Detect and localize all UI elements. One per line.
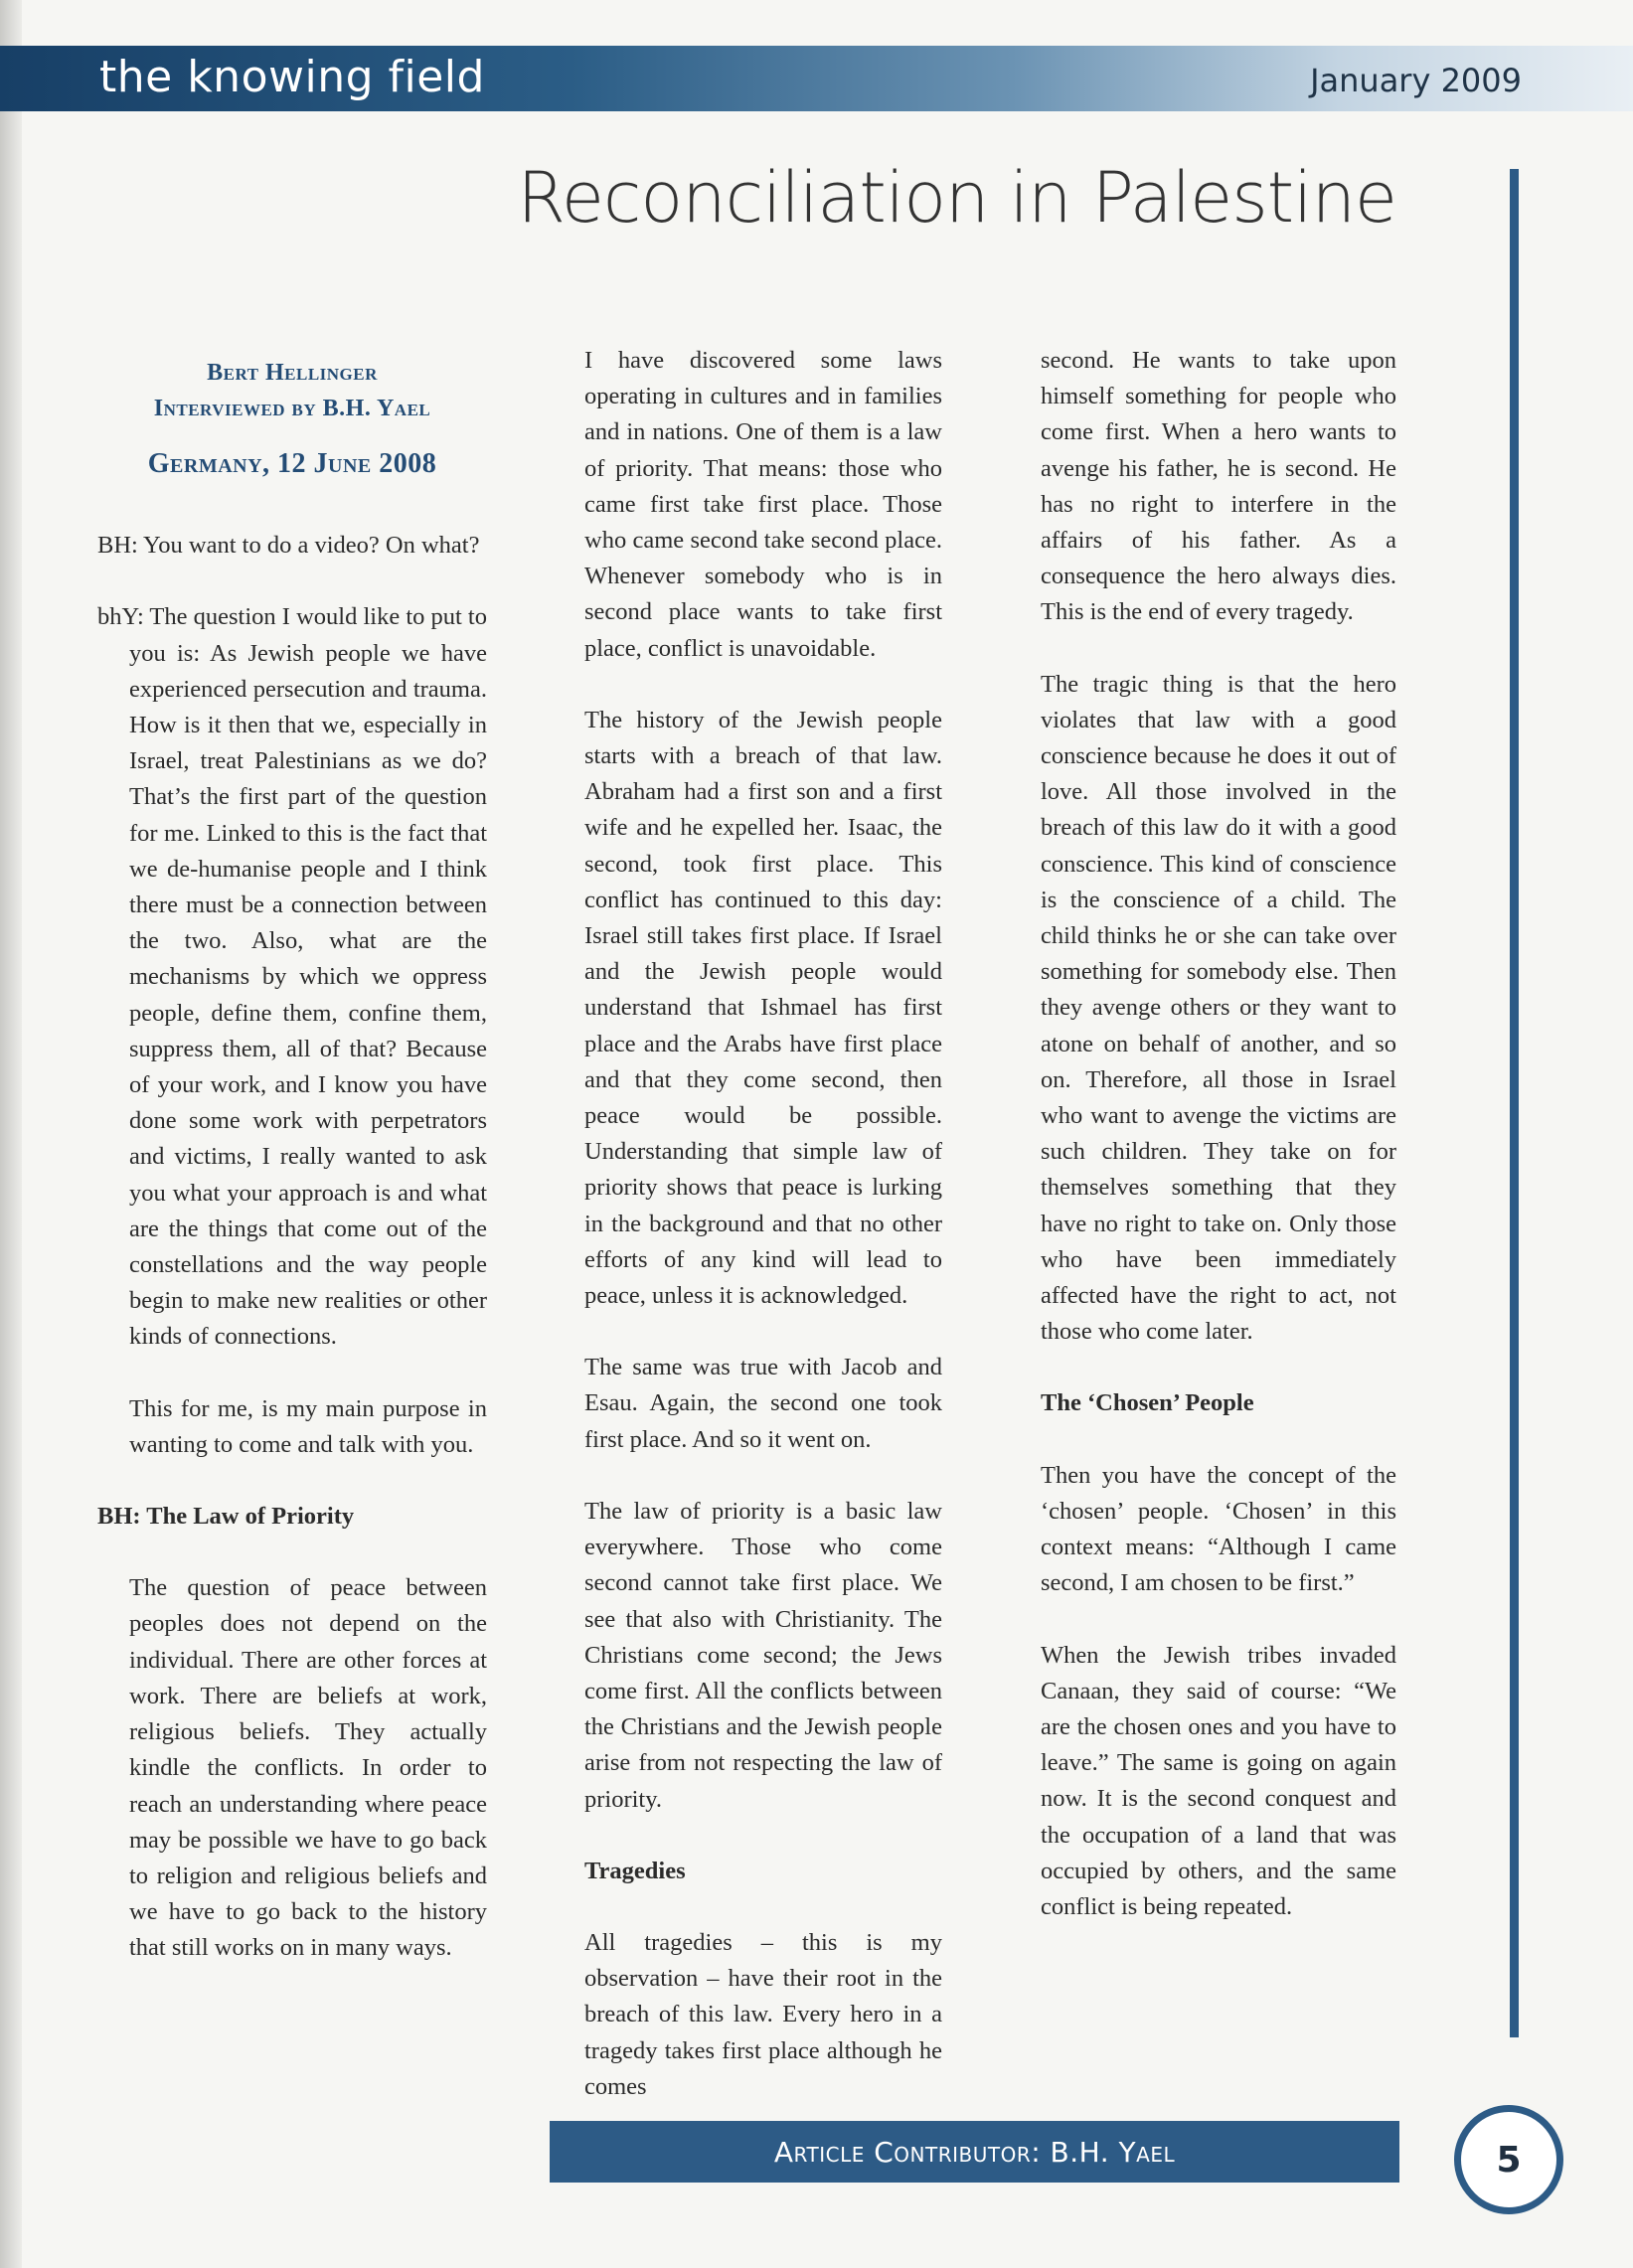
publication-name: the knowing field xyxy=(99,52,485,102)
section-heading: BH: The Law of Priority xyxy=(97,1503,355,1531)
column-1 xyxy=(97,343,487,2003)
paragraph: The same was true with Jacob and Esau. Again, the second one took first place. And so it went on. xyxy=(584,1354,942,1453)
paragraph: The tragic thing is that the hero violates that law with a good conscience because he does it out of love. All those involved in the breach of this law do it with a good conscience. This kind of conscience is the conscience of a child. The child thinks he or she can take over something for somebody else. Then they avenge others or they want to atone on behalf of another, and so on. Therefore, all those in Israel who want to avenge the victims are such children. They take on for themselves something that they have no right to take on. Only those who have been immediately affected have the right to act, not those who come later. xyxy=(1041,670,1396,1346)
column-3 xyxy=(1041,343,1396,1961)
byline-interviewer: Interviewed by B.H. Yael xyxy=(153,396,431,421)
article-title: Reconciliation in Palestine xyxy=(517,157,1396,239)
paragraph: bhY: The question I would like to put to you is: As Jewish people we have experienced persecution and trauma. How is it then that we, especially in Israel, treat Palestinians as we do? That’s the first part of the question for me. Linked to this is the fact that we de-humanise people and I think there must be a connection between the two. Also, what are the mechanisms by which we oppress people, define them, confine them, suppress them, all of that? Because of your work, and I know you have done some work with perpetrators and victims, I really wanted to ask you what your approach is and what are the things that come out of the constellations and the way people begin to make new realities or other kinds of connections. xyxy=(97,603,487,1351)
page-number: 5 xyxy=(1454,2105,1563,2214)
paragraph: second. He wants to take upon himself something for people who come first. When a hero wants to avenge his father, he is second. He has no right to interfere in the affairs of his father. As a consequence the hero always dies. This is the end of every tragedy. xyxy=(1041,347,1396,626)
byline xyxy=(97,355,487,426)
issue-date: January 2009 xyxy=(1310,62,1522,99)
paragraph: The question of peace between peoples does not depend on the individual. There are other forces at work. There are beliefs at work, religious beliefs. They actually kindle the conflicts. In order to reach an understanding where peace may be possible we have to go back to religion and religious beliefs and we have to go back to the history that still works on in many ways. xyxy=(129,1574,487,1962)
article-contributor-bar xyxy=(550,2121,1399,2183)
column-2 xyxy=(584,343,942,2141)
section-heading: The ‘Chosen’ People xyxy=(1041,1389,1254,1417)
right-margin-rule xyxy=(1510,169,1519,2037)
paragraph: Then you have the concept of the ‘chosen’ people. ‘Chosen’ in this context means: “Although I came second, I am chosen to be first.” xyxy=(1041,1461,1396,1597)
paragraph: I have discovered some laws operating in cultures and in families and in nations. One of them is a law of priority. That means: those who came first take first place. Those who came second take second place. Whenever somebody who is in second place wants to take first place, conflict is unavoidable. xyxy=(584,347,942,662)
article-contributor: Article Contributor: B.H. Yael xyxy=(773,2135,1176,2169)
paragraph: The law of priority is a basic law everywhere. Those who come second cannot take first place. We see that also with Christianity. The Christians come second; the Jews come first. All the conflicts between the Christians and the Jewish people arise from not respecting the law of priority. xyxy=(584,1497,942,1813)
paragraph: This for me, is my main purpose in wanting to come and talk with you. xyxy=(129,1394,487,1458)
byline-author: Bert Hellinger xyxy=(207,360,378,386)
paragraph: All tragedies – this is my observation – have their root in the breach of this law. Every hero in a tragedy takes first place although he comes xyxy=(584,1928,942,2100)
section-heading: Tragedies xyxy=(584,1857,686,1884)
paragraph: The history of the Jewish people starts with a breach of that law. Abraham had a first son and a first wife and he expelled her. Isaac, the second, took first place. This conflict has continued to this day: Israel still takes first place. If Israel and the Jewish people would understand that Ishmael has first place and the Arabs have first place and that they come second, then peace would be possible. Understanding that simple law of priority shows that peace is lurking in the background and that no other efforts of any kind will lead to peace, unless it is acknowledged. xyxy=(584,706,942,1310)
page-binding-shadow xyxy=(0,0,22,2268)
paragraph: When the Jewish tribes invaded Canaan, they said of course: “We are the chosen ones and you have to leave.” The same is going on again now. It is the second conquest and the occupation of a land that was occupied by others, and the same conflict is being repeated. xyxy=(1041,1641,1396,1920)
paragraph: BH: You want to do a video? On what? xyxy=(97,532,480,560)
dateline: Germany, 12 June 2008 xyxy=(147,448,437,479)
